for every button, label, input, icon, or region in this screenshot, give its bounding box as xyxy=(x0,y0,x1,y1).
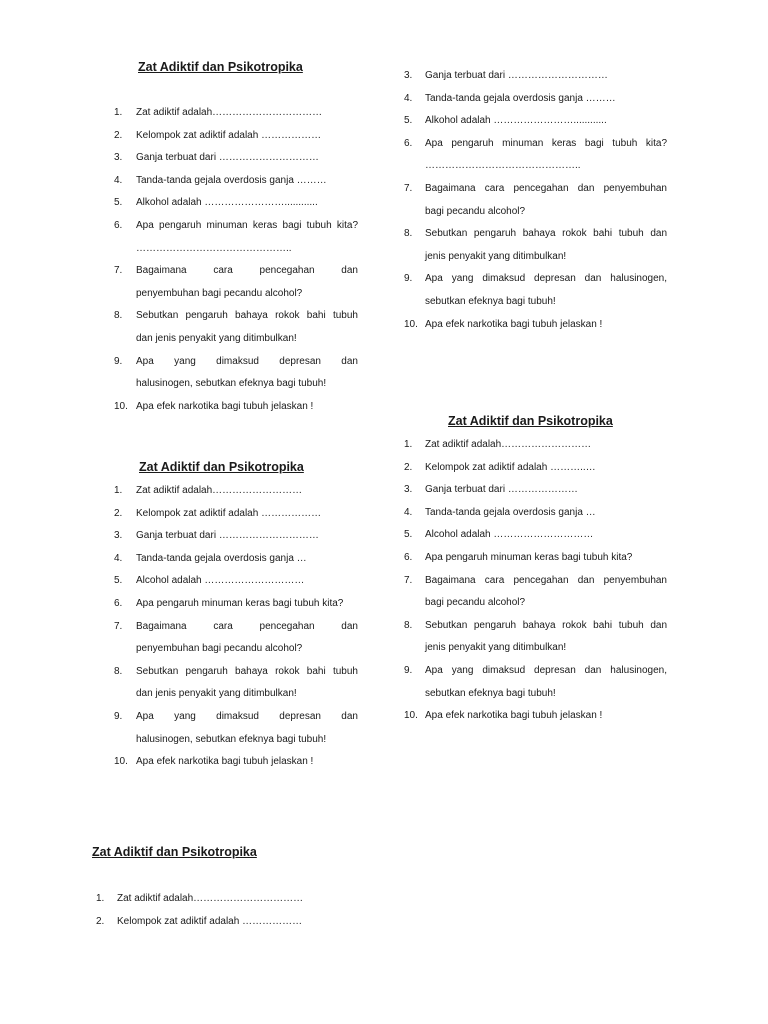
question-text: ……………………………………….. xyxy=(425,160,581,172)
question-number: 7. xyxy=(404,574,413,586)
question-text: Apa efek narkotika bagi tubuh jelaskan ! xyxy=(136,756,314,768)
question-text: Apa yang dimaksud depresan dan halusinogen, xyxy=(425,664,667,676)
question-text: penyembuhan bagi pecandu alcohol? xyxy=(136,287,303,299)
worksheet-title: Zat Adiktif dan Psikotropika xyxy=(448,414,613,428)
question-number: 7. xyxy=(114,265,123,277)
question-item xyxy=(404,660,667,705)
question-item xyxy=(404,65,667,88)
question-list xyxy=(404,434,667,728)
question-number: 6. xyxy=(404,551,413,563)
question-item xyxy=(114,661,358,706)
question-item xyxy=(114,170,358,193)
question-number: 7. xyxy=(114,620,123,632)
question-text: bagi pecandu alcohol? xyxy=(425,597,526,609)
question-text: Kelompok zat adiktif adalah ……………… xyxy=(117,915,303,927)
question-number: 2. xyxy=(404,461,413,473)
question-text: Zat adiktif adalah…………………………… xyxy=(117,893,304,904)
question-text: sebutkan efeknya bagi tubuh! xyxy=(425,687,556,699)
question-text: Tanda-tanda gejala overdosis ganja ……… xyxy=(136,174,327,186)
question-number: 5. xyxy=(404,529,413,541)
question-number: 5. xyxy=(114,575,123,587)
question-item xyxy=(404,110,667,133)
question-number: 10. xyxy=(404,318,418,330)
question-text: Tanda-tanda gejala overdosis ganja ……… xyxy=(425,92,616,104)
question-number: 2. xyxy=(114,507,123,519)
question-text: Bagaimana cara pencegahan dan xyxy=(136,265,358,277)
question-item xyxy=(114,525,358,548)
question-item xyxy=(114,503,358,526)
question-text: Alkohol adalah ……………………............ xyxy=(136,197,318,209)
worksheet-title: Zat Adiktif dan Psikotropika xyxy=(92,845,257,859)
question-number: 9. xyxy=(404,273,413,285)
question-text: Bagaimana cara pencegahan dan xyxy=(136,620,358,632)
question-number: 4. xyxy=(114,174,123,186)
question-item xyxy=(96,911,356,934)
question-number: 1. xyxy=(404,439,413,450)
question-text: Sebutkan pengaruh bahaya rokok bahi tubuh dan xyxy=(425,228,667,240)
question-number: 4. xyxy=(114,552,123,564)
question-item xyxy=(114,706,358,751)
question-text: Ganja terbuat dari ………………………… xyxy=(425,70,608,81)
question-text: Alcohol adalah ………………………… xyxy=(136,575,305,587)
question-number: 6. xyxy=(114,597,123,609)
question-item xyxy=(114,147,358,170)
question-number: 3. xyxy=(404,484,413,496)
question-item xyxy=(404,615,667,660)
question-item xyxy=(404,705,667,728)
question-item xyxy=(114,260,358,305)
question-item xyxy=(404,314,667,337)
question-number: 4. xyxy=(404,92,413,104)
question-text: Apa pengaruh minuman keras bagi tubuh kita? xyxy=(136,219,358,231)
question-item xyxy=(114,351,358,396)
question-item xyxy=(404,223,667,268)
question-number: 2. xyxy=(96,915,105,927)
question-text: Sebutkan pengaruh bahaya rokok bahi tubuh dan xyxy=(425,619,667,631)
question-text: Apa pengaruh minuman keras bagi tubuh kita? xyxy=(136,597,344,609)
question-number: 9. xyxy=(114,355,123,367)
question-number: 2. xyxy=(114,129,123,141)
question-number: 1. xyxy=(96,893,105,904)
question-number: 9. xyxy=(114,710,123,722)
question-text: dan jenis penyakit yang ditimbulkan! xyxy=(136,332,297,344)
worksheet-title: Zat Adiktif dan Psikotropika xyxy=(139,460,304,474)
question-number: 4. xyxy=(404,506,413,518)
question-number: 1. xyxy=(114,107,123,118)
question-number: 1. xyxy=(114,485,123,496)
question-item xyxy=(404,502,667,525)
question-item xyxy=(404,479,667,502)
question-item xyxy=(404,457,667,480)
question-text: Zat adiktif adalah……………………… xyxy=(425,439,592,450)
question-item xyxy=(114,396,358,419)
question-item xyxy=(96,888,356,911)
question-number: 10. xyxy=(114,400,128,412)
question-item xyxy=(114,751,358,774)
question-text: Ganja terbuat dari ………………… xyxy=(425,484,578,496)
question-text: Alcohol adalah ………………………… xyxy=(425,529,594,541)
question-item xyxy=(404,434,667,457)
question-item xyxy=(404,178,667,223)
question-list xyxy=(114,102,358,418)
question-number: 3. xyxy=(114,530,123,542)
question-text: Bagaimana cara pencegahan dan penyembuhan xyxy=(425,182,667,194)
question-text: Kelompok zat adiktif adalah ………..… xyxy=(425,461,596,473)
question-number: 3. xyxy=(404,70,413,81)
question-text: Ganja terbuat dari ………………………… xyxy=(136,530,319,542)
question-number: 5. xyxy=(404,115,413,127)
question-number: 8. xyxy=(114,665,123,677)
question-list xyxy=(404,65,667,336)
question-text: Sebutkan pengaruh bahaya rokok bahi tubuh xyxy=(136,310,358,322)
question-item xyxy=(114,480,358,503)
question-text: Sebutkan pengaruh bahaya rokok bahi tubuh xyxy=(136,665,358,677)
question-text: bagi pecandu alcohol? xyxy=(425,205,526,217)
question-item xyxy=(114,102,358,125)
question-item xyxy=(404,88,667,111)
question-text: Kelompok zat adiktif adalah ……………… xyxy=(136,129,322,141)
question-item xyxy=(404,570,667,615)
question-number: 10. xyxy=(404,710,418,722)
question-text: Ganja terbuat dari ………………………… xyxy=(136,152,319,164)
question-number: 9. xyxy=(404,664,413,676)
question-item xyxy=(404,268,667,313)
question-item xyxy=(114,548,358,571)
question-text: Apa efek narkotika bagi tubuh jelaskan ! xyxy=(425,318,603,330)
question-item xyxy=(114,570,358,593)
question-number: 6. xyxy=(114,219,123,231)
question-text: Apa pengaruh minuman keras bagi tubuh kita? xyxy=(425,137,667,149)
question-item xyxy=(114,192,358,215)
question-text: Tanda-tanda gejala overdosis ganja … xyxy=(425,506,596,518)
question-text: sebutkan efeknya bagi tubuh! xyxy=(425,295,556,307)
question-number: 3. xyxy=(114,152,123,164)
question-text: halusinogen, sebutkan efeknya bagi tubuh! xyxy=(136,378,327,390)
question-list xyxy=(96,888,356,933)
question-item xyxy=(404,524,667,547)
question-text: Bagaimana cara pencegahan dan penyembuhan xyxy=(425,574,667,586)
question-text: jenis penyakit yang ditimbulkan! xyxy=(425,642,567,654)
question-text: Zat adiktif adalah……………………… xyxy=(136,485,303,496)
question-text: Kelompok zat adiktif adalah ……………… xyxy=(136,507,322,519)
question-text: jenis penyakit yang ditimbulkan! xyxy=(425,250,567,262)
question-text: ……………………………………….. xyxy=(136,242,292,254)
question-number: 6. xyxy=(404,137,413,149)
question-number: 8. xyxy=(404,228,413,240)
question-text: dan jenis penyakit yang ditimbulkan! xyxy=(136,688,297,700)
question-item xyxy=(404,133,667,178)
question-text: Apa yang dimaksud depresan dan xyxy=(136,355,358,367)
question-text: Alkohol adalah ……………………............ xyxy=(425,115,607,127)
question-item xyxy=(114,616,358,661)
question-text: Apa efek narkotika bagi tubuh jelaskan ! xyxy=(425,710,603,722)
question-item xyxy=(404,547,667,570)
question-number: 8. xyxy=(114,310,123,322)
question-text: penyembuhan bagi pecandu alcohol? xyxy=(136,643,303,655)
question-text: Apa yang dimaksud depresan dan xyxy=(136,710,358,722)
question-text: Zat adiktif adalah…………………………… xyxy=(136,107,323,118)
question-item xyxy=(114,305,358,350)
question-list xyxy=(114,480,358,774)
question-text: Apa yang dimaksud depresan dan halusinogen, xyxy=(425,273,667,285)
question-number: 10. xyxy=(114,756,128,768)
question-item xyxy=(114,215,358,260)
question-number: 7. xyxy=(404,182,413,194)
question-text: Apa pengaruh minuman keras bagi tubuh kita? xyxy=(425,551,633,563)
question-item xyxy=(114,125,358,148)
worksheet-title: Zat Adiktif dan Psikotropika xyxy=(138,60,303,74)
question-number: 8. xyxy=(404,619,413,631)
question-text: Apa efek narkotika bagi tubuh jelaskan ! xyxy=(136,400,314,412)
question-text: halusinogen, sebutkan efeknya bagi tubuh! xyxy=(136,733,327,745)
question-text: Tanda-tanda gejala overdosis ganja … xyxy=(136,552,307,564)
question-number: 5. xyxy=(114,197,123,209)
question-item xyxy=(114,593,358,616)
